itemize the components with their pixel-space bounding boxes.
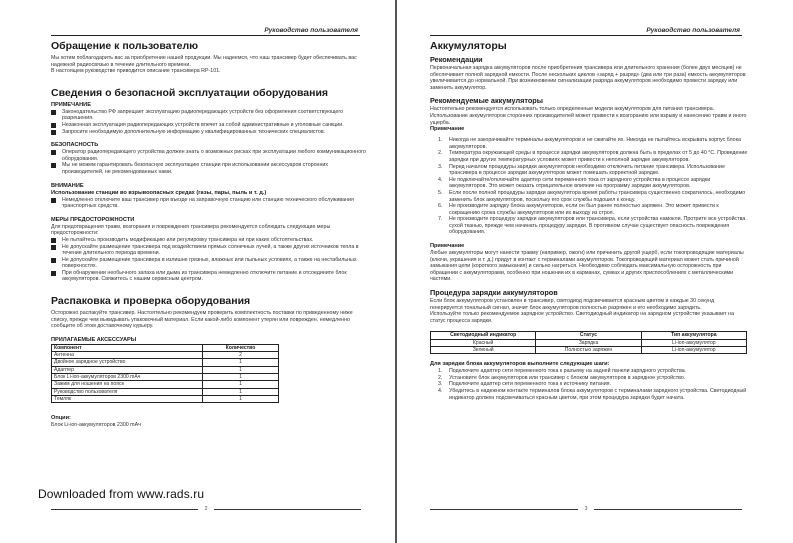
subsection-title-charging-procedure: Процедура зарядки аккумуляторов: [430, 288, 558, 298]
list-item: 1. Подключите адаптер сети переменного тока к разъему на задней панели зарядного устройства.: [438, 368, 687, 375]
cell-component: Темляк: [52, 395, 203, 402]
recommendations-text: Первоначальная зарядка аккумуляторов после приобретения трансивера или длительного хранения (более двух месяцев) не обеспечивает полной зарядной емкости. После нескольких циклов «заряд + разряд» (два или три раза) емкость аккумуляторов увеличивается до нормальной. При возникновении сигнализации разряда аккумуляторов необходимо провести зарядку или заменить аккумулятор.: [430, 65, 746, 91]
accessories-label: ПРИЛАГАЕМЫЕ АКСЕССУАРЫ: [51, 336, 137, 343]
list-item: 3. Подключите адаптер сети переменного тока к источнику питания.: [438, 381, 611, 388]
list-item: 4. Не подключайте/отключайте адаптер сети переменного тока от зарядного устройства в процессе зарядки аккумуляторов. Это может оказать отрицательное влияние на программу зарядки аккумуляторов.: [438, 176, 711, 190]
warning-subtitle: Использование станции во взрывоопасных средах (газы, пары, пыль и т. д.): [51, 189, 267, 196]
column-header: Тип аккумулятора: [641, 332, 746, 339]
footer-rule: [594, 509, 742, 510]
column-header: Компонент: [52, 344, 203, 351]
cell-component: Адаптер: [52, 366, 203, 373]
cell-status: Полностью заряжен: [536, 347, 641, 354]
list-item: Запросите необходимую дополнительную информацию у квалифицированных технических специалистов.: [51, 129, 366, 136]
unpacking-text: Осторожно распакуйте трансивер. Настоятельно рекомендуем проверить комплектность поставки по приведенному ниже списку, прежде чем выкидывать упаковочный материал. Если какой-либо компонент утерян или поврежден, немедленно сообщите об этом доставочному курьеру.: [51, 310, 353, 330]
table-row: [52, 374, 279, 381]
security-label: БЕЗОПАСНОСТЬ: [51, 142, 99, 149]
page-number: 2: [204, 506, 208, 512]
footer-rule: [214, 509, 361, 510]
cell-component: Двойное зарядное устройство: [52, 359, 203, 366]
security-list: [51, 149, 366, 175]
section-title-safety: Сведения о безопасной эксплуатации оборудования: [51, 86, 329, 99]
warning-list: [51, 197, 366, 210]
cell-battery-type: Li-ion-аккумулятор: [641, 339, 746, 346]
cell-component: Блок Li-ion-аккумуляторов 2300 mAч: [52, 374, 203, 381]
greeting-text: В настоящем руководстве приводится описание трансивера RP-101.: [51, 68, 221, 75]
cell-quantity: 1: [203, 381, 279, 388]
cell-component: Зажим для ношения на поясе: [52, 381, 203, 388]
list-item: Не пытайтесь производить модификацию или регулировку трансивера ни при каких обстоятельствах.: [51, 237, 366, 244]
page-right: [397, 0, 793, 543]
download-watermark: Downloaded from www.rads.ru: [38, 487, 205, 501]
note-list: [51, 109, 366, 135]
cell-led: Красный: [431, 339, 536, 346]
list-item: Немедленно отключите ваш трансивер при въезде на заправочную станцию или станцию технического обслуживания транспортных средств.: [51, 197, 366, 210]
subsection-title-recommendations: Рекомендации: [430, 55, 483, 64]
cell-quantity: 2: [203, 352, 279, 359]
accessories-table: [51, 344, 279, 403]
running-header: Руководство пользователя: [51, 27, 360, 36]
precautions-label: МЕРЫ ПРЕДОСТОРОЖНОСТИ: [51, 216, 135, 223]
page-left-content: [51, 40, 366, 429]
cell-quantity: 1: [203, 359, 279, 366]
cell-quantity: 1: [203, 388, 279, 395]
options-label: Опции:: [51, 415, 71, 422]
list-item: 3. Перед началом процедуры зарядки аккумуляторов необходимо отключить питание трансивера. Использование трансивера в процессе зарядки аккумуляторов может помешать корректной зарядке.: [438, 163, 725, 177]
list-item: 4. Убедитесь в надежном контакте терминалов блока аккумуляторов с терминалами зарядного устройства. Светодиодный индикатор должен подсвечиваться красным цветом, при этом процедура зарядки будет начата.: [438, 388, 747, 401]
greeting-text: Мы хотим поблагодарить вас за приобретение нашей продукции. Мы надеемся, что наш трансивер будет обеспечивать вас надежной радиосвязью в течение длительного времени.: [51, 55, 357, 68]
list-item: 2. Установите блок аккумуляторов или трансивер с блоком аккумуляторов в зарядное устройство.: [438, 374, 686, 381]
list-item: При обнаружении необычного запаха или дыма из трансивера немедленно отключите питание и отсоедините блок аккумуляторов. Свяжитесь с нашим сервисным центром.: [51, 270, 366, 283]
column-header: Количество: [203, 344, 279, 351]
list-item: Не допускайте размещение трансивера под воздействием прямых солнечных лучей, а также других источников тепла в течение длительного периода времени.: [51, 244, 366, 257]
list-item: 1. Никогда не закорачивайте терминалы аккумуляторов и не сжигайте их. Никогда не пытайтесь вскрывать корпус блока аккумуляторов.: [438, 137, 741, 150]
table-row: [52, 352, 279, 359]
list-item: 2. Температура окружающей среды в процессе зарядки аккумуляторов должна быть в пределах от 5 до 40 °С. Проведение зарядки при других температурных условиях может привести к неполной зарядке аккумуляторов.: [438, 150, 748, 163]
steps-label: Для зарядки блока аккумуляторов выполните следующие шаги:: [430, 361, 610, 368]
cell-led: Зеленый: [431, 347, 536, 354]
list-item: Законодательство РФ запрещает эксплуатацию радиопередающих устройств без оформления соответствующего разрешения.: [51, 109, 366, 122]
subsection-title-recommended-batteries: Рекомендуемые аккумуляторы: [430, 96, 543, 106]
table-header-row: [431, 332, 747, 339]
procedure-text: Используйте только рекомендуемое зарядное устройство. Светодиодный индикатор на зарядном устройстве указывает на статус процесса зарядки.: [430, 311, 735, 324]
cell-quantity: 1: [203, 395, 279, 402]
procedure-text: Если блок аккумуляторов установлен в трансивер, светодиод подсвечивается красным цветом и каждые 30 секунд генерируется тональный сигнал, значит блок аккумуляторов полностью разряжен и его необходимо зарядить.: [430, 298, 715, 311]
list-item: Мы не можем гарантировать безопасную эксплуатацию станции при использовании аксессуаров сторонних производителей, не рекомендованных нами.: [51, 162, 366, 175]
list-item: Не допускайте размещение трансивера в излишне грязных, влажных или пыльных условиях, а также на нестабильных поверхностях.: [51, 257, 366, 270]
footer-rule: [430, 509, 578, 510]
section-title-greeting: Обращение к пользователю: [51, 40, 199, 52]
cell-battery-type: Li-ion-аккумулятор: [641, 347, 746, 354]
table-row: [52, 359, 279, 366]
page-number: 3: [584, 506, 588, 512]
footer-rule: [51, 509, 198, 510]
page-footer: [430, 505, 742, 513]
list-item: Оператор радиопередающего устройства должен знать о возможных рисках при эксплуатации любого коммуникационного оборудования.: [51, 149, 366, 162]
table-row: [52, 381, 279, 388]
list-item: 5. Если после полной процедуры зарядки аккумулятора время работы трансивера существенно сократилось, необходимо заменить блок аккумуляторов, поскольку его срок службы подошел к концу.: [438, 189, 746, 203]
cell-quantity: 1: [203, 366, 279, 373]
battery-notes-list: [430, 137, 748, 236]
charging-steps-list: [430, 368, 748, 401]
precautions-intro: Для предотвращения травм, возгорания и повреждения трансивера рекомендуется соблюдать следующие меры предосторожности:: [51, 223, 331, 237]
table-row: [52, 395, 279, 402]
led-status-table: [430, 331, 747, 354]
column-header: Статус: [536, 332, 641, 339]
note-label: Примечание: [430, 243, 465, 250]
list-item: Незаконная эксплуатация радиопередающих устройств влечет за собой административные и уголовные санкции.: [51, 122, 366, 129]
note-label: ПРИМЕЧАНИЕ: [51, 101, 91, 108]
section-title-batteries: Аккумуляторы: [430, 40, 507, 52]
table-row: [52, 366, 279, 373]
list-item: 7. Не производите процедуру зарядки аккумуляторов или трансивера, если устройства намокли. Протрите все устройства сухой тканью, прежде чем начинать процедуру зарядки. В противном случае существует опасность повреждения оборудования.: [438, 216, 746, 236]
table-header-row: [52, 344, 279, 351]
options-text: Блок Li-ion-аккумуляторов 2300 mAч: [51, 422, 141, 429]
note-label: Примечание: [430, 126, 465, 133]
warning-label: ВНИМАНИЕ: [51, 182, 84, 189]
list-item: 6. Не производите зарядку блока аккумуляторов, если он был ранее полностью заряжен. Это может привести к сокращению срока службы аккумуляторов или их выходу из строя.: [438, 203, 719, 216]
running-header: Руководство пользователя: [430, 27, 742, 36]
page-footer: [51, 505, 361, 513]
note-text: Любые аккумуляторы могут нанести травму (например, ожоги) или причинить другой ущерб, если токопроводящие материалы (ключи, украшения и т. д.) придут в контакт с терминалами аккумуляторов. Токопроводящий материал может стать причиной замыкания цепи (короткого замыкания) и сильно нагреться. Необходимо соблюдать максимальную осторожность при обращении с аккумуляторами, особенно при ношении их в карманах, сумках и других приспособлениях с металлическими частями.: [430, 250, 744, 283]
page-left: [0, 0, 395, 543]
cell-component: Руководство пользователя: [52, 388, 203, 395]
section-title-unpacking: Распаковка и проверка оборудования: [51, 295, 251, 308]
recommended-text: Настоятельно рекомендуется использовать только определенные модели аккумуляторов для питания трансивера. Использование аккумуляторов сторонних производителей может привести к возгоранию или взрыву и нанесению травм и иного ущерба.: [430, 106, 747, 126]
precautions-list: [51, 237, 366, 283]
cell-quantity: 1: [203, 374, 279, 381]
cell-status: Зарядка: [536, 339, 641, 346]
cell-component: Антенна: [52, 352, 203, 359]
page-right-content: [430, 40, 748, 401]
column-header: Светодиодный индикатор: [431, 332, 536, 339]
table-row: [431, 347, 747, 354]
table-row: [52, 388, 279, 395]
table-row: [431, 339, 747, 346]
